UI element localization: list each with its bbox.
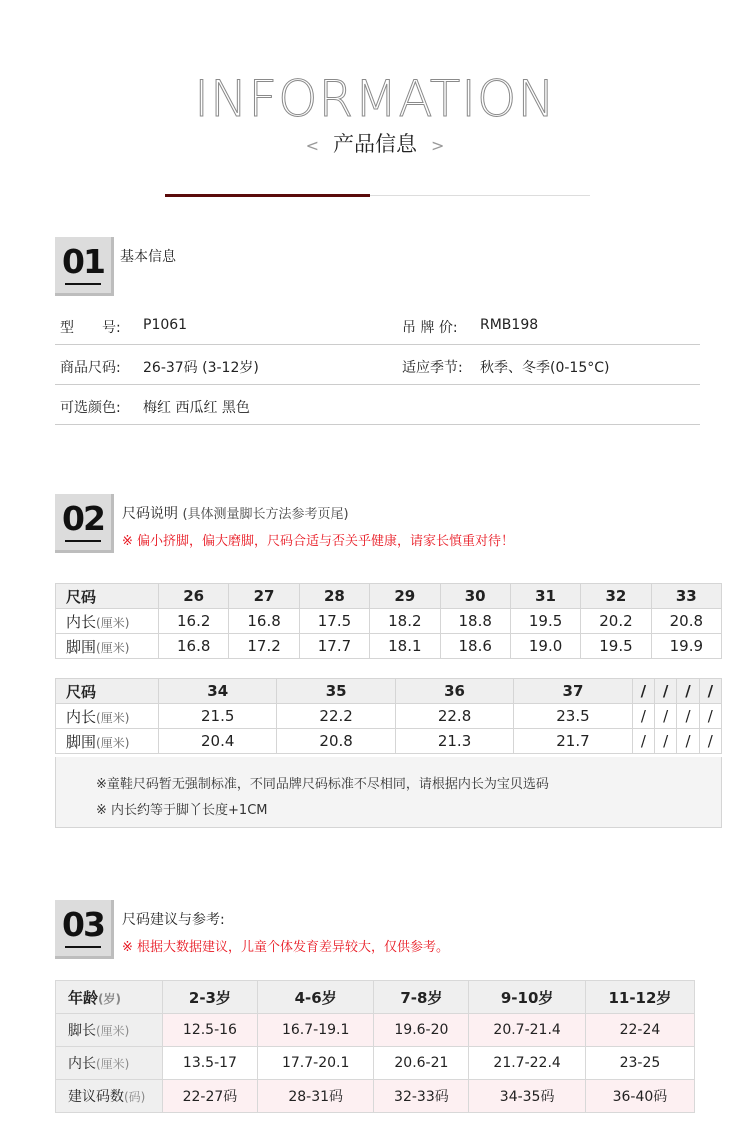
recommend-warning: ※ 根据大数据建议，儿童个体发育差异较大，仅供参考。 [122,940,450,955]
table-cell: 20.8 [277,729,395,754]
table-cell: / [677,729,699,754]
table-cell: 20.4 [159,729,277,754]
table-cell: 34-35码 [469,1080,586,1113]
table-cell: 32 [581,584,651,609]
table-cell: 2-3岁 [163,981,258,1014]
table-cell: 27 [229,584,299,609]
table-cell: 31 [510,584,580,609]
model-value: P1061 [143,317,188,333]
size-notes [55,757,722,828]
table-row [56,679,722,704]
table-cell: 11-12岁 [585,981,694,1014]
section-title-recommend: 尺码建议与参考: [122,912,225,928]
row-label: 建议码数(码) [56,1080,163,1113]
row-label: 脚长(厘米) [56,1014,163,1047]
table-cell: 28-31码 [257,1080,374,1113]
divider-accent [165,194,370,197]
section-number: 03 [62,905,104,944]
table-row [56,609,722,634]
table-cell: / [632,704,654,729]
info-row-color [55,385,700,425]
row-label: 脚围(厘米) [56,634,159,659]
table-cell: 20.8 [651,609,721,634]
table-cell: / [699,704,721,729]
table-cell: 19.0 [510,634,580,659]
table-cell: 28 [299,584,369,609]
info-title: INFORMATION [194,70,556,128]
table-cell: 34 [159,679,277,704]
table-cell: 32-33码 [374,1080,469,1113]
note-inner-length: ※ 内长约等于脚丫长度+1CM [96,803,268,818]
table-cell: 17.2 [229,634,299,659]
note-standard: ※童鞋尺码暂无强制标准，不同品牌尺码标准不尽相同，请根据内长为宝贝选码 [96,777,549,792]
season-label: 适应季节: [402,360,463,376]
size-title: 尺码说明 [122,506,178,522]
chevron-left-icon: < [305,136,319,155]
size-table-2 [55,678,722,754]
table-cell: / [632,729,654,754]
table-row [56,704,722,729]
model-label: 型 号: [60,320,121,336]
table-row [56,1080,695,1113]
table-cell: 22.8 [395,704,513,729]
size-warning: ※ 偏小挤脚，偏大磨脚，尺码合适与否关乎健康，请家长慎重对待！ [122,534,515,549]
table-cell: 22-27码 [163,1080,258,1113]
table-cell: 18.6 [440,634,510,659]
table-cell: 9-10岁 [469,981,586,1014]
table-cell: 36-40码 [585,1080,694,1113]
table-cell: 4-6岁 [257,981,374,1014]
table-cell: 19.6-20 [374,1014,469,1047]
table-cell: 17.5 [299,609,369,634]
table-cell: / [677,704,699,729]
table-cell: 19.5 [581,634,651,659]
size-label: 商品尺码: [60,360,121,376]
table-cell: 19.9 [651,634,721,659]
info-row-size [55,345,700,385]
table-cell: 22.2 [277,704,395,729]
table-cell: / [655,729,677,754]
table-cell: / [655,704,677,729]
color-value: 梅红 西瓜红 黑色 [143,400,250,416]
table-cell: 21.7-22.4 [469,1047,586,1080]
product-info-heading [0,128,750,158]
table-cell: 23.5 [514,704,632,729]
table-row [56,981,695,1014]
section-number: 01 [62,242,104,281]
table-cell: 30 [440,584,510,609]
table-cell: / [677,679,699,704]
table-cell: 26 [159,584,229,609]
size-subtitle: (具体测量脚长方法参考页尾) [182,507,349,522]
table-row [56,1014,695,1047]
table-row [56,584,722,609]
price-label: 吊 牌 价: [402,320,458,336]
price-value: RMB198 [480,317,539,333]
table-cell: / [655,679,677,704]
table-cell: 35 [277,679,395,704]
table-cell: 22-24 [585,1014,694,1047]
table-cell: / [699,729,721,754]
table-cell: 20.7-21.4 [469,1014,586,1047]
season-value: 秋季、冬季(0-15°C) [480,360,610,376]
row-label: 内长(厘米) [56,1047,163,1080]
row-label: 尺码 [56,679,159,704]
table-cell: 16.8 [229,609,299,634]
table-cell: 33 [651,584,721,609]
product-info-title: 产品信息 [333,132,417,156]
table-row [56,634,722,659]
divider-light [370,195,590,196]
section-badge-02 [55,494,114,553]
table-cell: 21.3 [395,729,513,754]
info-row-model [55,305,700,345]
table-cell: 20.6-21 [374,1047,469,1080]
recommend-table [55,980,695,1113]
chevron-right-icon: > [431,136,445,155]
table-cell: 21.7 [514,729,632,754]
table-cell: 23-25 [585,1047,694,1080]
section-badge-03 [55,900,114,959]
table-cell: 18.1 [370,634,440,659]
table-row [56,1047,695,1080]
table-cell: 16.7-19.1 [257,1014,374,1047]
row-label: 脚围(厘米) [56,729,159,754]
table-cell: 29 [370,584,440,609]
table-cell: / [632,679,654,704]
table-cell: 16.8 [159,634,229,659]
table-cell: 12.5-16 [163,1014,258,1047]
section-badge-01 [55,237,114,296]
age-header: 年龄(岁) [56,981,163,1014]
table-cell: 18.8 [440,609,510,634]
table-cell: 16.2 [159,609,229,634]
table-cell: 19.5 [510,609,580,634]
size-table-1 [55,583,722,659]
table-cell: 36 [395,679,513,704]
row-label: 尺码 [56,584,159,609]
table-cell: 37 [514,679,632,704]
table-cell: 7-8岁 [374,981,469,1014]
row-label: 内长(厘米) [56,609,159,634]
table-cell: 20.2 [581,609,651,634]
section-title-size [122,503,349,523]
table-row [56,729,722,754]
table-cell: 18.2 [370,609,440,634]
section-number: 02 [62,499,104,538]
color-label: 可选颜色: [60,400,121,416]
section-title-basic: 基本信息 [120,249,176,265]
table-cell: / [699,679,721,704]
row-label: 内长(厘米) [56,704,159,729]
table-cell: 17.7-20.1 [257,1047,374,1080]
table-cell: 17.7 [299,634,369,659]
table-cell: 13.5-17 [163,1047,258,1080]
table-cell: 21.5 [159,704,277,729]
size-value: 26-37码 (3-12岁) [143,360,259,376]
